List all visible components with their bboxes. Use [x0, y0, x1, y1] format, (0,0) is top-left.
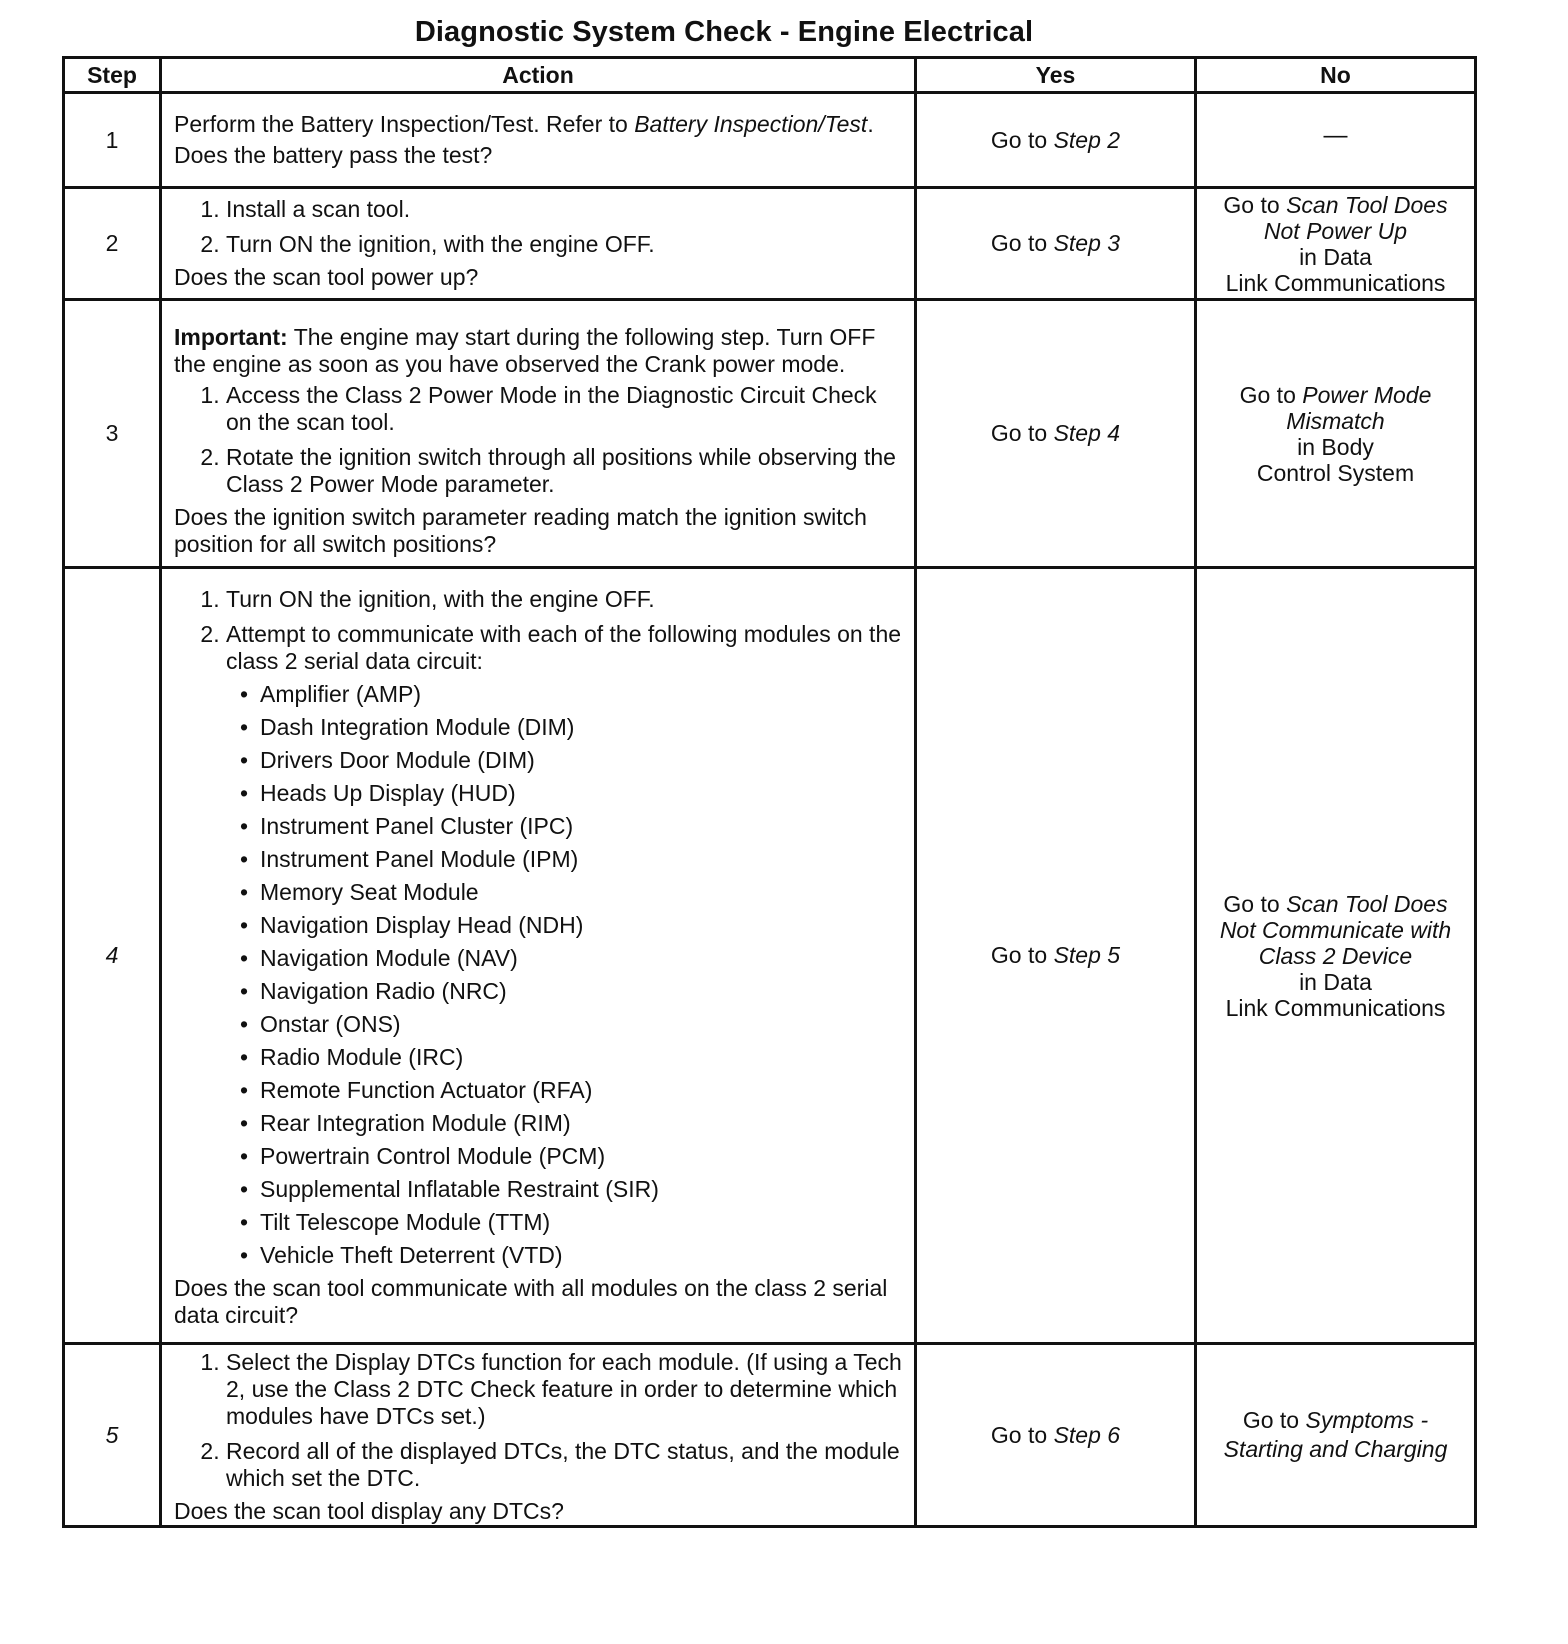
header-row — [64, 58, 1476, 93]
step-number: 1 — [64, 93, 161, 188]
step-intro: Perform the Battery Inspection/Test. Refer to Battery Inspection/Test. — [174, 111, 874, 137]
step-number: 2 — [64, 188, 161, 300]
module-item: • Navigation Radio (NRC) — [174, 978, 902, 1005]
module-item: • Navigation Module (NAV) — [174, 945, 902, 972]
step-instruction: 2. Attempt to communicate with each of the following modules on the class 2 serial data circuit: — [226, 621, 902, 675]
module-item: • Heads Up Display (HUD) — [174, 780, 902, 807]
goto-step-link[interactable]: Step 4 — [1053, 420, 1121, 446]
yes-cell: Go to Step 2 — [916, 93, 1196, 188]
step-number: 4 — [64, 568, 161, 1344]
step-action — [161, 300, 916, 568]
step-instruction: 2. Rotate the ignition switch through all positions while observing the Class 2 Power Mode parameter. — [226, 444, 902, 498]
step-question: Does the ignition switch parameter reading match the ignition switch position for all switch positions? — [174, 503, 867, 557]
step-question: Does the scan tool communicate with all modules on the class 2 serial data circuit? — [174, 1275, 888, 1328]
module-item: • Powertrain Control Module (PCM) — [174, 1143, 902, 1170]
module-item: • Instrument Panel Cluster (IPC) — [174, 813, 902, 840]
yes-cell: Go to Step 4 — [916, 300, 1196, 568]
diagnostic-table — [62, 56, 1477, 1528]
header-action: Action — [161, 58, 916, 93]
yes-cell: Go to Step 5 — [916, 568, 1196, 1344]
step-number: 5 — [64, 1344, 161, 1527]
step-action — [161, 1344, 916, 1527]
no-dash: — — [1323, 122, 1348, 149]
header-yes: Yes — [916, 58, 1196, 93]
reference-link[interactable]: Symptoms - Starting and Charging — [1223, 1407, 1448, 1462]
module-item: • Tilt Telescope Module (TTM) — [174, 1209, 902, 1236]
no-cell: Go to Symptoms - Starting and Charging — [1196, 1344, 1476, 1527]
module-item: • Radio Module (IRC) — [174, 1044, 902, 1071]
module-item: • Vehicle Theft Deterrent (VTD) — [174, 1242, 902, 1269]
header-no: No — [1196, 58, 1476, 93]
step-action — [161, 93, 916, 188]
step-row-4 — [64, 568, 1476, 1344]
reference-link[interactable]: Battery Inspection/Test — [634, 111, 868, 137]
no-cell: Go to Power Mode Mismatch in Body Control System — [1196, 300, 1476, 568]
step-row-1 — [64, 93, 1476, 188]
page-title: Diagnostic System Check - Engine Electrical — [414, 16, 1034, 48]
module-item: • Remote Function Actuator (RFA) — [174, 1077, 902, 1104]
goto-step-link[interactable]: Step 5 — [1053, 942, 1121, 968]
no-cell: Go to Scan Tool Does Not Communicate with Class 2 Device in Data Link Communications — [1196, 568, 1476, 1344]
important-note: Important: The engine may start during the following step. Turn OFF the engine as soon as you have observed the Crank power mode. — [174, 323, 876, 377]
step-instruction: 1. Install a scan tool. — [226, 196, 902, 223]
goto-step-link[interactable]: Step 6 — [1053, 1421, 1121, 1448]
module-list — [174, 681, 902, 1269]
module-item: • Instrument Panel Module (IPM) — [174, 846, 902, 873]
step-instruction: 1. Select the Display DTCs function for each module. (If using a Tech 2, use the Class 2 DTC Check feature in order to determine which modules have DTCs set.) — [226, 1349, 902, 1430]
module-item: • Supplemental Inflatable Restraint (SIR) — [174, 1176, 902, 1203]
goto-step-link[interactable]: Step 2 — [1053, 126, 1121, 153]
step-instruction: 2. Record all of the displayed DTCs, the DTC status, and the module which set the DTC. — [226, 1438, 902, 1492]
module-item: • Rear Integration Module (RIM) — [174, 1110, 902, 1137]
step-question: Does the battery pass the test? — [174, 142, 493, 168]
step-row-5 — [64, 1344, 1476, 1527]
step-question: Does the scan tool power up? — [174, 264, 479, 290]
goto-step-link[interactable]: Step 3 — [1053, 230, 1121, 256]
step-instruction: 1. Access the Class 2 Power Mode in the Diagnostic Circuit Check on the scan tool. — [226, 382, 902, 436]
step-question: Does the scan tool display any DTCs? — [174, 1498, 564, 1524]
step-action — [161, 568, 916, 1344]
module-item: • Memory Seat Module — [174, 879, 902, 906]
step-row-3 — [64, 300, 1476, 568]
step-number: 3 — [64, 300, 161, 568]
module-item: • Drivers Door Module (DIM) — [174, 747, 902, 774]
module-item: • Navigation Display Head (NDH) — [174, 912, 902, 939]
no-cell — [1196, 93, 1476, 188]
module-item: • Dash Integration Module (DIM) — [174, 714, 902, 741]
yes-cell: Go to Step 3 — [916, 188, 1196, 300]
step-instruction: 2. Turn ON the ignition, with the engine OFF. — [226, 231, 902, 258]
step-row-2 — [64, 188, 1476, 300]
module-item: • Amplifier (AMP) — [174, 681, 902, 708]
no-cell: Go to Scan Tool Does Not Power Up in Data Link Communications — [1196, 188, 1476, 300]
reference-link[interactable]: Scan Tool Does Not Communicate with Class 2 Device — [1219, 890, 1452, 969]
step-instruction: 1. Turn ON the ignition, with the engine OFF. — [226, 586, 902, 613]
yes-cell: Go to Step 6 — [916, 1344, 1196, 1527]
reference-link[interactable]: Power Mode Mismatch — [1286, 381, 1432, 434]
module-item: • Onstar (ONS) — [174, 1011, 902, 1038]
header-step: Step — [64, 58, 161, 93]
step-action — [161, 188, 916, 300]
reference-link[interactable]: Scan Tool Does Not Power Up — [1263, 191, 1448, 244]
